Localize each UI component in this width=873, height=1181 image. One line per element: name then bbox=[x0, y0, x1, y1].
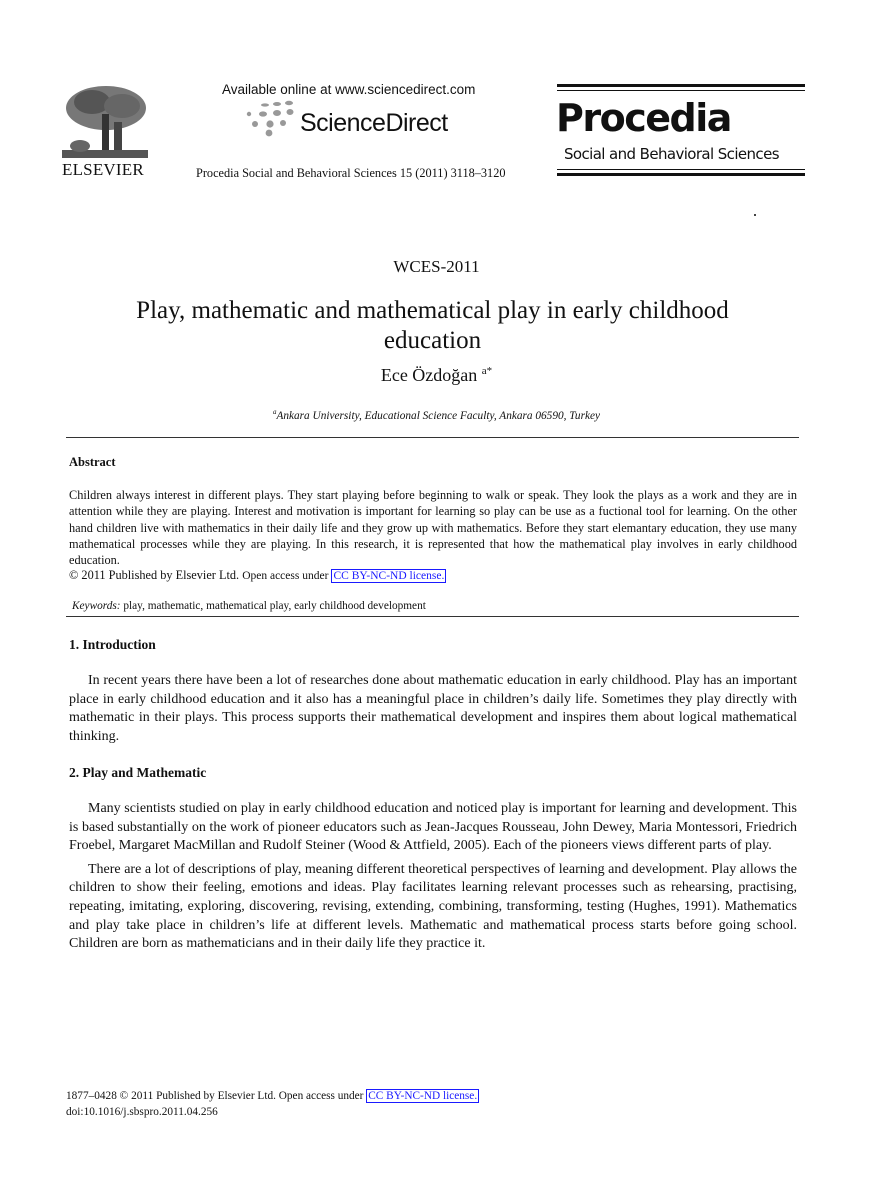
paragraph: There are a lot of descriptions of play, meaning different theoretical perspectives of learning and development. Play allows the children to show their feeling, emotions and ideas. Play facilitates learning relevant processes such as rehearsing, practising, repeating, imitating, exploring, discovering, revising, extending, combining, transforming, testing (Hughes, 1991). Mathematics and play take place in children’s life at different levels. Mathematic and mathematical process starts before going school. Children are born as mathematicians and in their daily life they practice it. bbox=[69, 861, 797, 952]
affiliation-text: Ankara University, Educational Science Faculty, Ankara 06590, Turkey bbox=[276, 409, 601, 422]
divider bbox=[66, 616, 799, 617]
procedia-subtitle: Social and Behavioral Sciences bbox=[564, 145, 779, 163]
open-access-text: Open access under bbox=[242, 570, 329, 582]
sciencedirect-dots-icon bbox=[243, 100, 299, 140]
procedia-rule-bottom-thin bbox=[557, 169, 805, 170]
sciencedirect-logo: ScienceDirect bbox=[300, 109, 448, 137]
abstract-heading: Abstract bbox=[69, 455, 116, 469]
journal-reference: Procedia Social and Behavioral Sciences 15 (2011) 3118–3120 bbox=[196, 166, 506, 180]
abstract-copyright bbox=[69, 568, 446, 583]
keywords-text: play, mathematic, mathematical play, early childhood development bbox=[120, 600, 426, 612]
procedia-rule-bottom bbox=[557, 173, 805, 176]
paragraph: Many scientists studied on play in early childhood education and noticed play is important for learning and development. This is based substantially on the work of pioneer educators such as Jean-Jacques Rousseau, John Dewey, Maria Montessori, Friedrich Froebel, Margaret MacMillan and Rudolf Steiner (Wood & Attfield, 2005). Each of the pioneers views different parts of play. bbox=[69, 801, 797, 854]
copyright-text: © 2011 Published by Elsevier Ltd. bbox=[69, 568, 240, 582]
footer-doi: doi:10.1016/j.sbspro.2011.04.256 bbox=[66, 1106, 218, 1118]
divider bbox=[66, 437, 799, 438]
keywords-label: Keywords: bbox=[72, 600, 121, 612]
affiliation-mark: a bbox=[272, 408, 277, 416]
procedia-rule-top bbox=[557, 84, 805, 87]
author-mark: a* bbox=[481, 365, 493, 377]
affiliation bbox=[0, 408, 873, 422]
license-link[interactable]: CC BY-NC-ND license. bbox=[333, 570, 445, 582]
section-body-introduction bbox=[69, 672, 797, 746]
procedia-logo: Procedia bbox=[556, 96, 731, 140]
paper-title: Play, mathematic and mathematical play in early childhood education bbox=[136, 297, 729, 354]
procedia-rule-top-thin bbox=[557, 90, 805, 91]
elsevier-tree-logo bbox=[62, 84, 148, 160]
abstract-text: Children always interest in different plays. They start playing before beginning to walk or speak. They look the plays as a work and they are in attention while they are playing. Interest and motivation is important for learning so play can be use as a fuctional tool for learning. On the other hand children live with mathematics in their daily life and they grow up with mathematics. Before they start elemantary education, they use many mathematical processes while they are playing. In this research, it is represented that how the mathematical play involves in early childhood education. bbox=[69, 488, 797, 568]
conference-name: WCES-2011 bbox=[393, 257, 480, 276]
author-name: Ece Özdoğan bbox=[380, 365, 482, 385]
section-heading-introduction: 1. Introduction bbox=[69, 637, 156, 652]
elsevier-wordmark: ELSEVIER bbox=[62, 160, 144, 179]
available-online-text: Available online at www.sciencedirect.com bbox=[222, 82, 476, 97]
section-body-play-and-mathematic bbox=[69, 800, 797, 954]
footer-issn-text: 1877–0428 © 2011 Published by Elsevier Ltd. Open access under bbox=[66, 1090, 364, 1102]
paragraph: In recent years there have been a lot of researches done about mathematic education in early childhood. Play has an important place in early childhood education and it also has a meaningful place in children’s daily life. Sometimes they play directly with mathematic in their plays. This process supports their mathematical development and inspires them about logical mathematical thinking. bbox=[69, 673, 797, 744]
footer-issn bbox=[66, 1090, 479, 1102]
stray-mark bbox=[754, 214, 756, 216]
author bbox=[0, 365, 873, 386]
section-heading-play-and-mathematic: 2. Play and Mathematic bbox=[69, 765, 207, 780]
footer-license-link[interactable]: CC BY-NC-ND license. bbox=[368, 1090, 478, 1102]
keywords bbox=[72, 600, 426, 612]
